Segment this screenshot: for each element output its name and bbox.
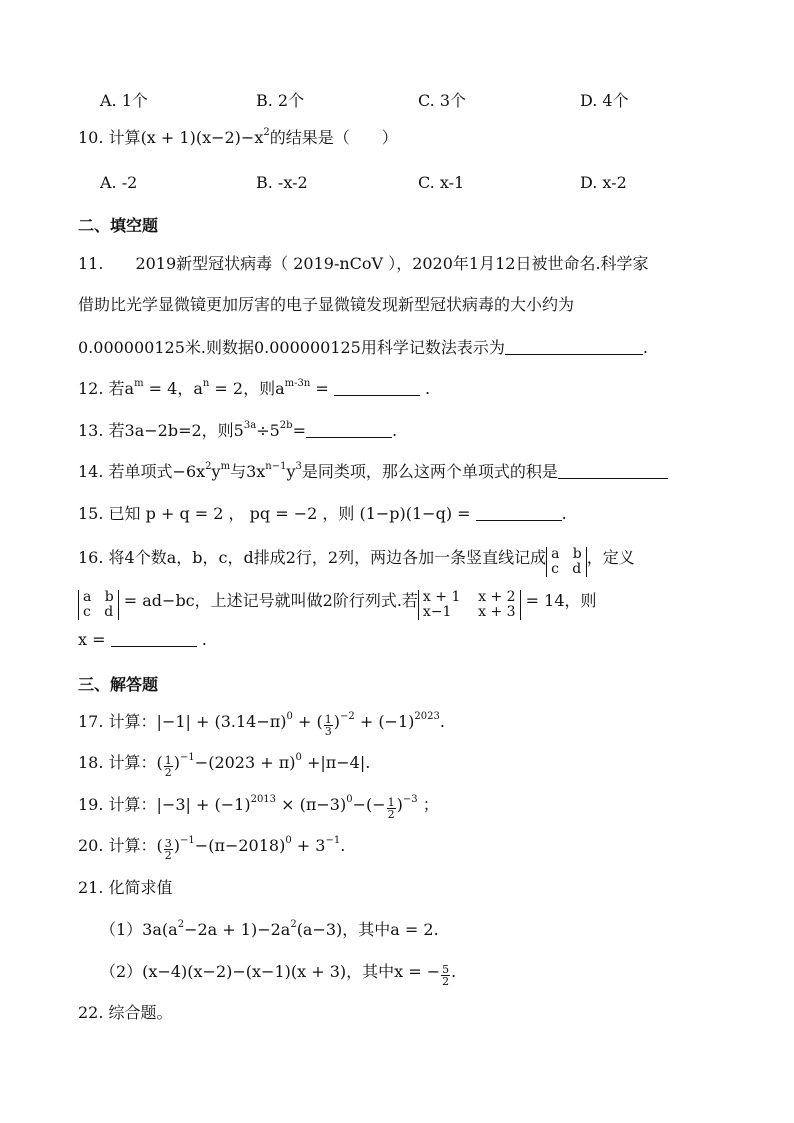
question-15: 15. 已知 p + q = 2 ， pq = −2 ，则 (1−p)(1−q) = . — [78, 504, 567, 523]
exponent: 0 — [346, 794, 353, 805]
exponent: 2 — [177, 919, 185, 930]
question-text: 计算：|−3| + (−1) — [108, 795, 251, 814]
question-16-line2 — [78, 590, 597, 620]
question-text: y — [211, 462, 221, 481]
question-text: = — [292, 421, 306, 440]
question-21-part2 — [100, 964, 456, 987]
exponent: −1 — [180, 752, 195, 763]
question-text: + ( — [292, 712, 323, 731]
question-text: + 3 — [291, 836, 326, 855]
question-number: 13. — [78, 421, 104, 440]
question-text: ) — [173, 836, 181, 855]
numerator: 1 — [324, 713, 332, 726]
numerator: 5 — [442, 963, 450, 976]
question-text: −(− — [352, 795, 386, 814]
question-text: x = — [78, 630, 111, 649]
answer-blank — [111, 632, 197, 647]
question-text: = 4，a — [143, 379, 203, 398]
answer-blank — [558, 464, 668, 479]
question-text: +|π−4|. — [301, 753, 371, 772]
question-11-line2: 借助比光学显微镜更加厉害的电子显微镜发现新型冠状病毒的大小约为 — [78, 295, 575, 314]
determinant-row: x−1 x + 3 — [422, 604, 516, 620]
question-text: （1）3a(a — [100, 920, 178, 939]
question-16-line3: x = . — [78, 630, 207, 649]
question-text: 已知 p + q = 2 ， pq = −2 ，则 (1−p)(1−q) = — [108, 504, 476, 523]
question-text: −(π−2018) — [194, 836, 286, 855]
exponent: 0 — [286, 711, 293, 722]
question-text: = 2，则a — [209, 379, 285, 398]
question-20 — [78, 835, 346, 862]
question-number: 18. — [78, 753, 104, 772]
question-number: 16. — [78, 548, 104, 567]
question-text: ) — [173, 753, 181, 772]
exponent: 2 — [290, 919, 297, 930]
question-lead: 计算 — [108, 128, 141, 147]
question-text: 若a — [108, 379, 135, 398]
question-17 — [78, 711, 445, 738]
question-14 — [78, 461, 668, 481]
exponent: −3 — [402, 794, 418, 805]
question-text: ) — [333, 712, 340, 731]
question-12: 12. 若$a^m = 4$，$a^n = 2$，则$a^{m-3n}$ = . — [78, 378, 431, 398]
question-number: 21. — [78, 878, 104, 897]
question-text: 计算：( — [108, 753, 163, 772]
exponent: m-3n — [284, 378, 311, 389]
fraction — [164, 838, 173, 861]
question-number: 17. — [78, 712, 104, 731]
question-text: . — [439, 712, 445, 731]
answer-blank — [306, 423, 392, 438]
option-a: A. -2 — [100, 173, 138, 192]
determinant-row: c d — [551, 561, 582, 577]
determinant — [546, 547, 587, 577]
question-text: 若单项式−6x — [108, 462, 206, 481]
question-text: ÷5 — [256, 421, 280, 440]
exponent: 2023 — [414, 711, 440, 722]
determinant-row: a b — [551, 546, 582, 562]
question-text: 是同类项，那么这两个单项式的积是 — [301, 462, 558, 481]
exponent: 0 — [295, 752, 302, 763]
question-text: 与3x — [230, 462, 266, 481]
exponent: 3a — [243, 420, 257, 431]
exponent: m — [134, 378, 144, 389]
option-c: C. x-1 — [418, 173, 465, 192]
question-text: 将4个数a，b，c，d排成2行，2列，两边各加一条竖直线记成 — [108, 548, 547, 567]
determinant — [78, 590, 119, 620]
fraction — [441, 964, 450, 987]
question-11-line3: 0.000000125米.则数据0.000000125用科学记数法表示为 . — [78, 338, 648, 357]
question-text: 化简求值 — [108, 878, 173, 897]
option-d: D. 4个 — [580, 91, 629, 110]
question-text: . — [451, 962, 457, 981]
determinant — [418, 590, 521, 620]
determinant-row: a b — [83, 589, 114, 605]
question-text: = ad−bc，上述记号就叫做2阶行列式.若 — [118, 591, 418, 610]
fraction — [164, 755, 173, 778]
determinant-row: x + 1 x + 2 — [422, 589, 516, 605]
question-21 — [78, 880, 173, 896]
question-16-line1 — [78, 547, 635, 577]
option-a: A. 1个 — [100, 91, 148, 110]
question-21-part1 — [100, 919, 439, 939]
question-18 — [78, 752, 371, 779]
exponent: 3 — [295, 461, 302, 472]
question-text: = — [310, 379, 334, 398]
question-number: 10. — [78, 128, 104, 147]
exponent: 2b — [279, 420, 293, 431]
denominator: 3 — [324, 725, 332, 738]
exponent: 0 — [285, 835, 292, 846]
question-19 — [78, 794, 439, 821]
question-text: （2）(x−4)(x−2)−(x−1)(x + 3)，其中x = − — [100, 962, 441, 981]
question-10 — [78, 127, 398, 147]
exponent: 2013 — [250, 794, 277, 805]
denominator: 2 — [442, 975, 450, 988]
fraction — [387, 797, 396, 820]
question-number: 20. — [78, 836, 104, 855]
exponent: −1 — [325, 835, 341, 846]
question-number: 22. — [78, 1003, 104, 1022]
question-text: 综合题。 — [108, 1003, 173, 1022]
numerator: 3 — [164, 837, 172, 850]
fraction — [324, 714, 333, 737]
option-d: D. x-2 — [580, 173, 627, 192]
exponent: n−1 — [265, 461, 287, 472]
question-text: (a−3)，其中a = 2. — [296, 920, 439, 939]
denominator: 2 — [387, 808, 395, 821]
answer-blank — [334, 381, 420, 396]
question-text: + (−1) — [354, 712, 415, 731]
exponent: 2 — [263, 127, 270, 138]
exponent: −2 — [339, 711, 355, 722]
question-number: 19. — [78, 795, 104, 814]
expression: (x + 1)(x−2)−x — [140, 128, 264, 147]
question-text: −2a + 1)−2a — [184, 920, 291, 939]
option-b: B. -x-2 — [256, 173, 308, 192]
option-b: B. 2个 — [256, 91, 305, 110]
question-text: ，定义 — [586, 548, 635, 567]
question-text: y — [286, 462, 296, 481]
question-22 — [78, 1005, 173, 1021]
question-13: 13. 若3a−2b=2，则$5^{3a}\div 5^{2b}=$ . — [78, 420, 398, 440]
exponent: m — [220, 461, 231, 472]
exponent: 2 — [205, 461, 212, 472]
section-title: 三、解答题 — [78, 675, 159, 694]
exponent: n — [202, 378, 210, 389]
question-text: ) — [396, 795, 403, 814]
question-text: 计算：|−1| + (3.14−π) — [108, 712, 287, 731]
option-c: C. 3个 — [418, 91, 467, 110]
question-number: 14. — [78, 462, 104, 481]
exponent: −1 — [180, 835, 195, 846]
question-text: 0.000000125米.则数据0.000000125用科学记数法表示为 — [78, 338, 505, 357]
section-title: 二、填空题 — [78, 216, 159, 235]
denominator: 2 — [164, 849, 172, 862]
question-11-line1: 11. 2019新型冠状病毒（ 2019-nCoV ），2020年1月12日被世命名.科学家 — [78, 254, 649, 273]
question-text: 计算：( — [108, 836, 163, 855]
question-text: 若3a−2b=2，则5 — [108, 421, 244, 440]
question-text: ； — [417, 795, 439, 814]
numerator: 1 — [164, 754, 172, 767]
question-number: 12. — [78, 379, 104, 398]
determinant-row: c d — [83, 604, 114, 620]
question-text: = 14，则 — [520, 591, 597, 610]
question-text: . — [340, 836, 346, 855]
question-text: −(2023 + π) — [194, 753, 296, 772]
question-number: 15. — [78, 504, 104, 523]
answer-blank — [505, 340, 643, 355]
answer-blank — [476, 506, 562, 521]
numerator: 1 — [387, 796, 395, 809]
question-tail: 的结果是（ ） — [269, 128, 398, 147]
denominator: 2 — [164, 766, 172, 779]
question-text: × (π−3) — [276, 795, 347, 814]
